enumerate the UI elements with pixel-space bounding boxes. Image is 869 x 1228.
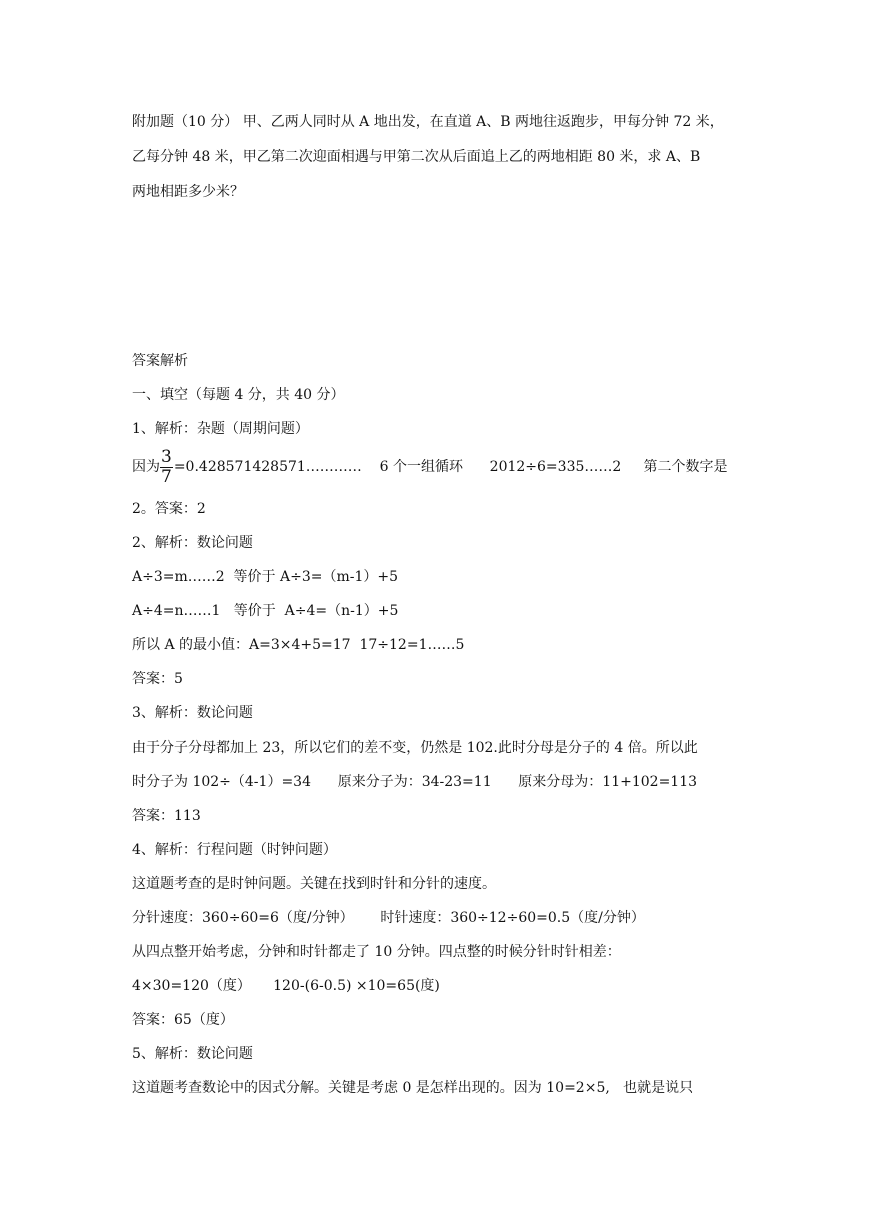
q1-heading: 1、解析：杂题（周期问题） bbox=[132, 421, 309, 437]
q3-line-1: 由于分子分母都加上 23，所以它们的差不变，仍然是 102.此时分母是分子的 4 倍。所以此 bbox=[132, 740, 698, 756]
q4-answer: 答案：65（度） bbox=[132, 1012, 234, 1028]
q4-line-3: 从四点整开始考虑，分钟和时针都走了 10 分钟。四点整的时候分针时针相差： bbox=[132, 944, 621, 960]
fraction-3-7 bbox=[160, 448, 173, 487]
fraction-denominator: 7 bbox=[161, 466, 172, 487]
q5-line-1: 这道题考查数论中的因式分解。关键是考虑 0 是怎样出现的。因为 10=2×5, 也就是说只 bbox=[132, 1080, 694, 1096]
section-heading: 一、填空（每题 4 分，共 40 分） bbox=[132, 387, 345, 403]
q1-prefix: 因为 bbox=[132, 459, 160, 475]
q2-heading: 2、解析：数论问题 bbox=[132, 535, 253, 551]
bonus-question-line-1: 附加题（10 分） 甲、乙两人同时从 A 地出发，在直道 A、B 两地往返跑步，甲每分钟 72 米， bbox=[132, 114, 724, 130]
q1-solution-rest: =0.428571428571………… 6 个一组循环 2012÷6=335……2 第二个数字是 bbox=[173, 459, 728, 475]
bonus-question-line-3: 两地相距多少米？ bbox=[132, 184, 244, 200]
q2-line-2: A÷4=n……1 等价于 A÷4=（n-1）+5 bbox=[132, 603, 399, 619]
fraction-numerator: 3 bbox=[161, 446, 172, 467]
answers-title: 答案解析 bbox=[132, 353, 188, 369]
q1-answer: 2。答案：2 bbox=[132, 501, 206, 517]
q4-line-4: 4×30=120（度） 120-(6-0.5) ×10=65(度) bbox=[132, 978, 440, 994]
q3-line-2: 时分子为 102÷（4-1）=34 原来分子为：34-23=11 原来分母为：11+102=113 bbox=[132, 774, 698, 790]
q1-solution-line bbox=[132, 447, 742, 487]
q2-line-1: A÷3=m……2 等价于 A÷3=（m-1）+5 bbox=[132, 569, 399, 585]
q2-answer: 答案：5 bbox=[132, 671, 183, 687]
q2-line-3: 所以 A 的最小值：A=3×4+5=17 17÷12=1……5 bbox=[132, 637, 465, 653]
q4-heading: 4、解析：行程问题（时钟问题） bbox=[132, 842, 337, 858]
q4-line-2: 分针速度：360÷60=6（度/分钟） 时针速度：360÷12÷60=0.5（度/分钟） bbox=[132, 910, 645, 926]
q3-heading: 3、解析：数论问题 bbox=[132, 705, 253, 721]
q5-heading: 5、解析：数论问题 bbox=[132, 1046, 253, 1062]
bonus-question-line-2: 乙每分钟 48 米，甲乙第二次迎面相遇与甲第二次从后面追上乙的两地相距 80 米，求 A、B bbox=[132, 149, 701, 165]
q4-line-1: 这道题考查的是时钟问题。关键在找到时针和分针的速度。 bbox=[132, 876, 496, 892]
q3-answer: 答案：113 bbox=[132, 808, 201, 824]
